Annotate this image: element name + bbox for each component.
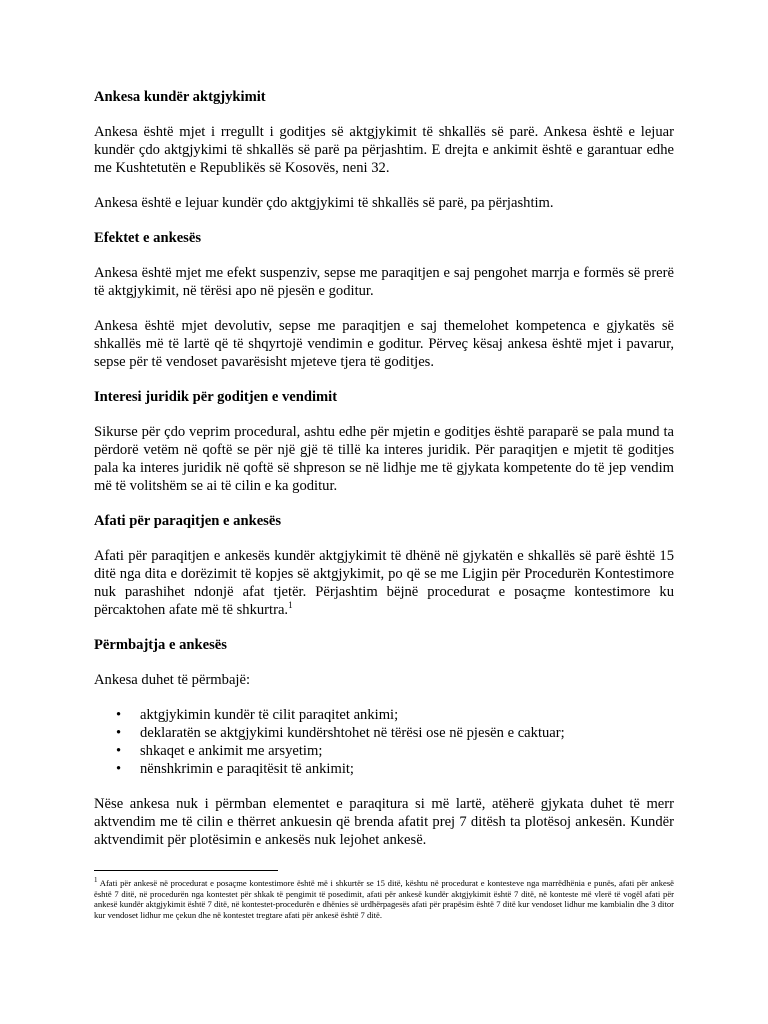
list-intro: Ankesa duhet të përmbajë: — [94, 672, 251, 688]
list-item: • nënshkrimin e paraqitësit të ankimit; — [140, 760, 674, 778]
footnote-reference[interactable]: 1 — [288, 600, 293, 611]
section-heading: Përmbajtja e ankesës — [94, 637, 227, 653]
paragraph: Ankesa është mjet me efekt suspenziv, sepse me paraqitjen e saj pengohet marrja e formës së prerë të aktgjykimit, në tërësi apo në pjesën e goditur. — [94, 265, 674, 299]
section-heading: Efektet e ankesës — [94, 230, 202, 246]
footnote-text: Afati për ankesë në procedurat e posaçme kontestimore është më i shkurtër se 15 ditë, kështu në procedurat e kontesteve nga marrëdhënia e punës, afati për ankesë është 7 ditë, në procedurën nga kontestet për shkak të pengimit të posedimit, afati për ankesë kundër aktgjykimit është 7 ditë, në konteste më vlerë të vogël afati për ankesë kundër aktgjykimit është 7 ditë, në kontestet-procedurën e dhënies së urdhërpagesës afati për prapësim është 7 ditë kur vendoset lidhur me kambialin dhe 3 ditor kur vendoset lidhur me çekun dhe në kontestet tregtare afati për ankesë është 7 ditë. — [94, 878, 674, 920]
paragraph-with-footnote — [94, 547, 674, 619]
section-heading: Interesi juridik për goditjen e vendimit — [94, 389, 338, 405]
content-requirements-list — [94, 706, 674, 778]
footnote-mark: 1 — [94, 876, 98, 885]
list-item: • deklaratën se aktgjykimi kundërshtohet në tërësi ose në pjesën e caktuar; — [140, 724, 674, 742]
footnote-divider — [94, 870, 278, 871]
paragraph: Sikurse për çdo veprim procedural, ashtu edhe për mjetin e goditjes është paraparë se pala mund ta përdorë vetëm në qoftë se për një gjë të tillë ka interes juridik. Për paraqitjen e mjetit të goditjes pala ka interes juridik në qoftë së shpreson se në lidhje me të gjykata kompetente do të jep vendim më të volitshëm se ai të cilin e ka goditur. — [94, 424, 674, 494]
list-item: • shkaqet e ankimit me arsyetim; — [140, 742, 674, 760]
footnote — [94, 878, 674, 920]
paragraph: Ankesa është mjet devolutiv, sepse me paraqitjen e saj themelohet kompetenca e gjykatës së shkallës më të lartë që të shqyrtojë vendimin e goditur. Përveç kësaj ankesa është mjet i pavarur, sepse për të vendoset pavarësisht mjeteve tjera të goditjes. — [94, 318, 674, 370]
document-body — [94, 88, 674, 866]
list-item: • aktgjykimin kundër të cilit paraqitet ankimi; — [140, 706, 674, 724]
section-heading: Ankesa kundër aktgjykimit — [94, 89, 266, 105]
section-heading: Afati për paraqitjen e ankesës — [94, 513, 282, 529]
paragraph-text: Afati për paraqitjen e ankesës kundër aktgjykimit të dhënë në gjykatën e shkallës së parë është 15 ditë nga dita e dorëzimit të kopjes së aktgjykimit, po që se me Ligjin për Procedurën Kontestimore nuk parashihet ndonjë afat tjetër. Përjashtim bëjnë procedurat e posaçme kontestimore ku përcaktohen afate më të shkurtra. — [94, 548, 674, 618]
paragraph: Ankesa është e lejuar kundër çdo aktgjykimi të shkallës së parë, pa përjashtim. — [94, 195, 554, 211]
paragraph: Nëse ankesa nuk i përmban elementet e paraqitura si më lartë, atëherë gjykata duhet të merr aktvendim me të cilin e thërret ankuesin që brenda afatit prej 7 ditësh ta plotësoj ankesën. Kundër aktvendimit për plotësimin e ankesës nuk lejohet ankesë. — [94, 796, 674, 848]
paragraph: Ankesa është mjet i rregullt i goditjes së aktgjykimit të shkallës së parë. Ankesa është e lejuar kundër çdo aktgjykimi të shkallës së parë pa përjashtim. E drejta e ankimit është e garantuar edhe me Kushtetutën e Republikës së Kosovës, neni 32. — [94, 124, 674, 176]
